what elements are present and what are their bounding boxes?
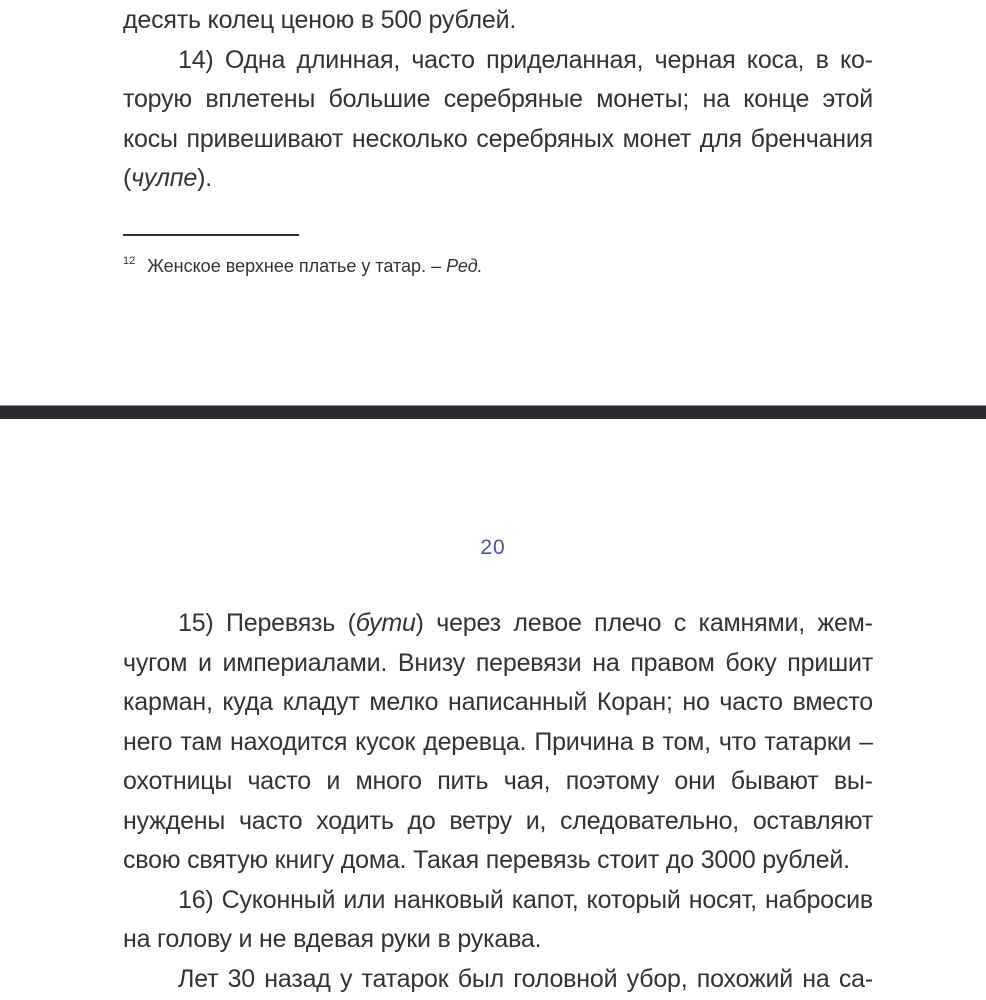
paragraph-continuation: десять колец ценою в 500 рублей.	[123, 6, 517, 34]
paragraph-text: ) через левое плечо с камнями, жемчугом и империалами. Внизу перевязи на правом боку пришит карман, куда кладут мелко написанный Коран; но часто вместо него там находится кусок деревца. Причина в том, что татарки – охотницы часто и много пить чая, поэтому они бывают вынуждены часто ходить до ветру и, следовательно, оставляют свою святую книгу дома. Такая перевязь стоит до 3000 рублей.	[123, 609, 873, 874]
document-page-20	[0, 419, 986, 1000]
paragraph-item-14	[123, 41, 873, 199]
paragraph-item-16: 16) Суконный или нанковый капот, который носят, набросив на голову и не вдевая руки в рукава.	[123, 885, 873, 953]
body-text-bottom	[123, 604, 873, 999]
page-number: 20	[480, 536, 506, 559]
italic-term: бути	[355, 609, 416, 637]
paragraph-text: ).	[197, 164, 212, 192]
footnote-editor-mark: Ред.	[446, 256, 483, 276]
footnote-separator	[123, 234, 299, 236]
page-divider	[0, 405, 986, 420]
paragraph-headdress: Лет 30 назад у татарок был головной убор, похожий на са-	[178, 964, 873, 993]
paragraph-text: 14) Одна длинная, часто приделанная, черная коса, в которую вплетены большие серебряные монеты; на конце этой косы привешивают несколько серебряных монет для бренчания (	[123, 45, 873, 192]
body-text-top	[123, 1, 873, 199]
document-page-previous	[0, 0, 986, 406]
italic-term: чулпе	[131, 164, 198, 192]
footnote-text: Женское верхнее платье у татар. –	[147, 256, 447, 276]
footnote	[123, 248, 483, 279]
footnote-number: 12	[123, 255, 136, 267]
paragraph-item-15	[123, 604, 873, 881]
paragraph-text: 15) Перевязь (	[178, 609, 356, 637]
